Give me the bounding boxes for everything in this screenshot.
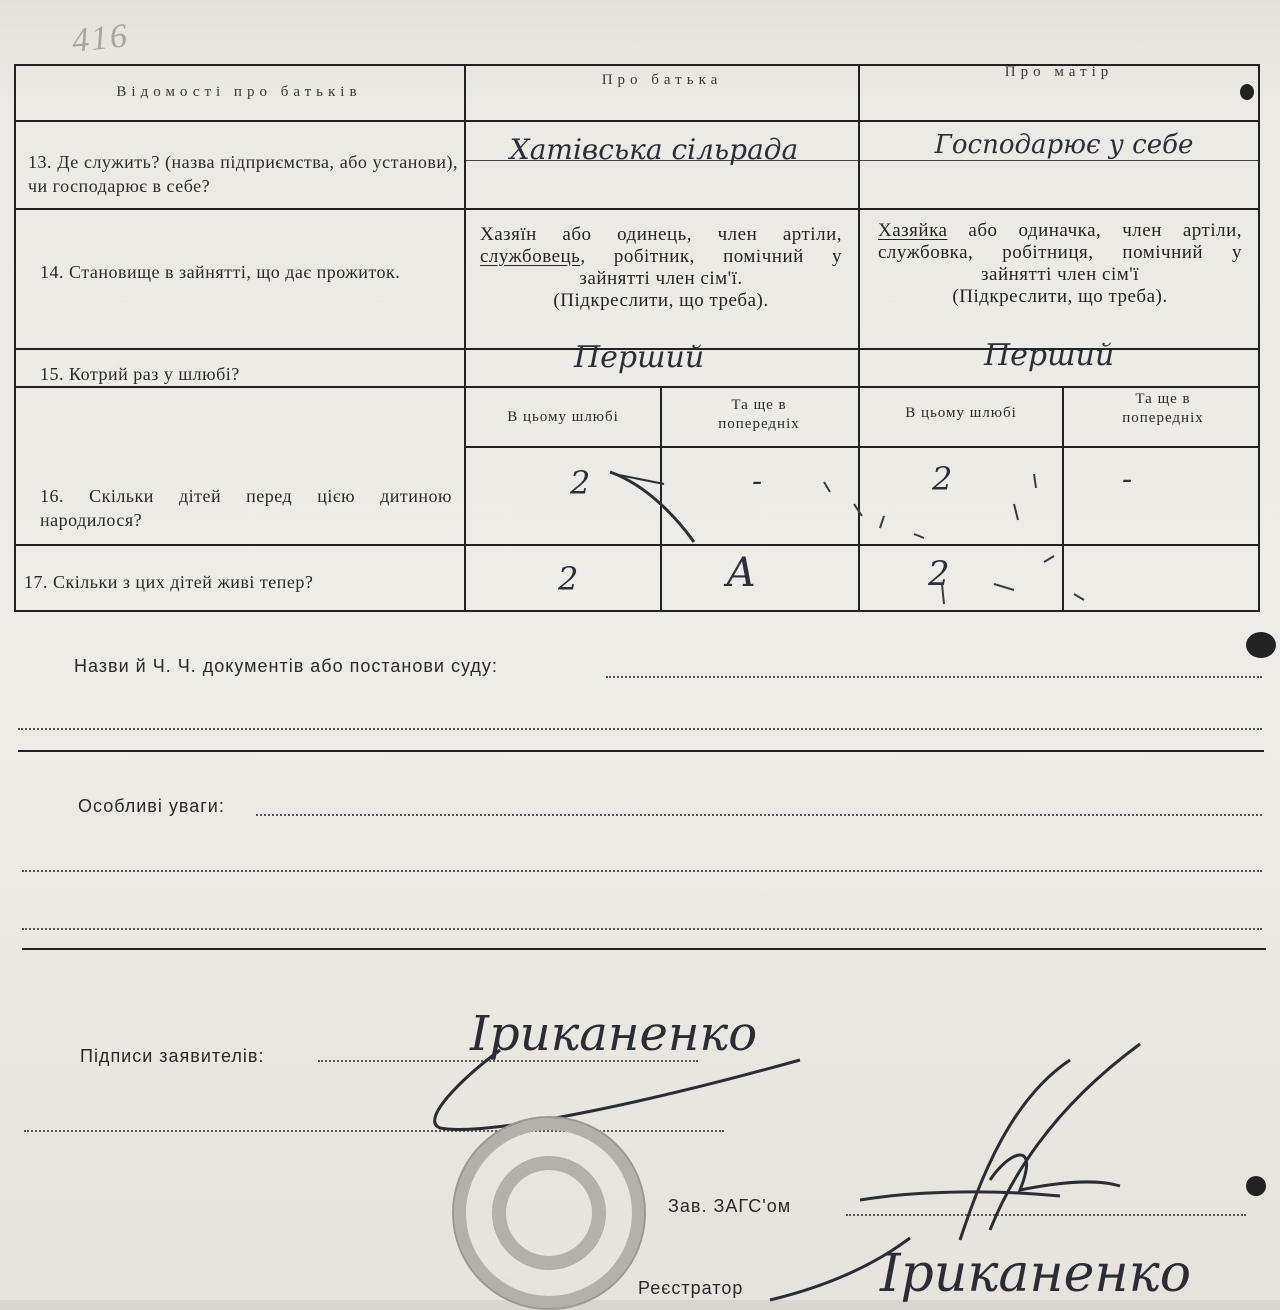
official-stamp-inner — [492, 1156, 606, 1270]
binding-hole — [1246, 632, 1276, 658]
applicant-signature-flourish — [420, 1040, 820, 1140]
q14-father-note: (Підкреслити, що треба). — [553, 290, 769, 311]
documents-field-line-2[interactable] — [18, 728, 1262, 730]
q14-father-selected-option: службовець — [480, 246, 581, 267]
registrar-signature-flourish — [760, 1228, 920, 1308]
header-parents-info: Відомості про батьків — [116, 84, 362, 100]
pen-scribbles — [14, 64, 1260, 612]
registrar-label: Реєстратор — [638, 1278, 744, 1298]
q17-father-this: 2 — [558, 560, 579, 598]
question-13: 13. Де служить? (назва підприємства, або установи), чи господарює в себе? — [28, 152, 458, 196]
question-17: 17. Скільки з цих дітей живі тепер? — [24, 572, 314, 592]
documents-divider — [18, 750, 1264, 752]
binding-hole — [1246, 1176, 1266, 1196]
documents-field[interactable] — [606, 676, 1262, 678]
q16-mother-prev: - — [1122, 462, 1133, 497]
parents-info-table — [14, 64, 1260, 612]
q16-mother-this: 2 — [932, 460, 953, 498]
q16-father-prev: - — [752, 464, 763, 499]
q14-mother-selected-option: Хазяйка — [878, 220, 948, 241]
remarks-field-line-3[interactable] — [22, 928, 1262, 930]
q13-father-answer: Хатівська сільрада — [509, 133, 799, 166]
binding-hole — [1240, 84, 1254, 100]
q14-father-opt-pre: Хазяїн або одинець, член артіли, — [480, 224, 842, 245]
remarks-label: Особливі уваги: — [78, 796, 225, 816]
documents-label: Назви й Ч. Ч. документів або постанови суду: — [74, 656, 498, 676]
question-16: 16. Скільки дітей перед цією дитиною народилося? — [40, 486, 452, 530]
page-number: 416 — [70, 17, 131, 60]
q15-mother-answer: Перший — [984, 338, 1115, 373]
q14-mother-opt-post: або одиначка, член артіли, службовка, робітниця, помічний у зайнятті член сім'ї — [878, 220, 1242, 285]
father-in-previous-header: Та ще в попередніх — [718, 397, 800, 432]
q15-father-answer: Перший — [574, 340, 705, 375]
q14-mother-note: (Підкреслити, що треба). — [952, 286, 1168, 307]
head-of-registry-label: Зав. ЗАГС'ом — [668, 1196, 792, 1216]
q14-father-opt-post: , робітник, помічний у зайнятті член сім'ї. — [579, 246, 842, 289]
remarks-field-line-2[interactable] — [22, 870, 1262, 872]
mother-in-this-marriage-header: В цьому шлюбі — [905, 405, 1017, 421]
question-14: 14. Становище в зайнятті, що дає прожиток. — [40, 262, 401, 282]
registrar-signature: Іриканенко — [880, 1244, 1192, 1304]
head-signature — [840, 1040, 1220, 1240]
father-in-this-marriage-header: В цьому шлюбі — [507, 409, 619, 425]
q17-mother-this: 2 — [928, 554, 950, 594]
q13-mother-answer: Господарює у себе — [934, 130, 1194, 160]
remarks-divider — [22, 948, 1266, 950]
remarks-field[interactable] — [256, 814, 1262, 816]
applicant-signature: Іриканенко — [470, 1006, 758, 1062]
q17-father-prev: А — [726, 550, 757, 596]
q16-father-this: 2 — [570, 464, 591, 502]
signatures-label: Підписи заявителів: — [80, 1046, 265, 1066]
header-about-father: Про батька — [601, 72, 723, 88]
question-15: 15. Котрий раз у шлюбі? — [40, 364, 240, 384]
header-about-mother: Про матір — [1004, 64, 1114, 80]
mother-in-previous-header: Та ще в попередніх — [1122, 391, 1204, 426]
